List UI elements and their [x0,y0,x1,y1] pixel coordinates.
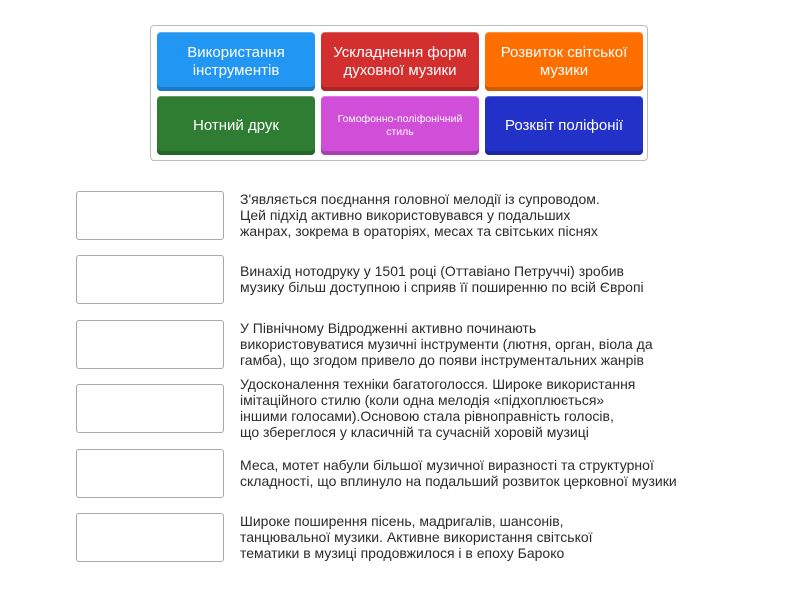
card-secular-music[interactable]: Розвиток світської музики [485,32,643,91]
drop-slot-4[interactable] [76,384,224,433]
drop-slot-1[interactable] [76,191,224,240]
card-homophonic-polyphonic-style[interactable]: Гомофонно-поліфонічний стиль [321,96,479,155]
description-1: З'являється поєднання головної мелодії із супроводом. Цей підхід активно використовувався у подальших жанрах, зокрема в ораторіях, месах та світських піснях [240,191,600,239]
description-5: Меса, мотет набули більшої музичної виразності та структурної складності, що вплинуло на подальший розвиток церковної музики [240,457,677,489]
card-sacred-music-forms[interactable]: Ускладнення форм духовної музики [321,32,479,91]
description-3: У Північному Відродженні активно починають використовуватися музичні інструменти (лютня, орган, віола да гамба), що згодом привело до появи інструментальних жанрів [240,320,653,368]
drop-slot-6[interactable] [76,513,224,562]
description-6: Широке поширення пісень, мадригалів, шансонів, танцювальної музики. Активне використання світської тематики в музиці продовжилося і в епоху Бароко [240,513,593,561]
card-music-printing[interactable]: Нотний друк [157,96,315,155]
description-4: Удосконалення техніки багатоголосся. Широке використання імітаційного стилю (коли одна мелодія «підхоплюється» іншими голосами).Основою стала рівноправність голосів, що збереглося у класичній та сучасній хоровій музиці [240,376,636,440]
drop-slot-2[interactable] [76,255,224,304]
drop-slot-3[interactable] [76,320,224,369]
card-instruments[interactable]: Використання інструментів [157,32,315,91]
drop-slot-5[interactable] [76,449,224,498]
card-polyphony-flourishing[interactable]: Розквіт поліфонії [485,96,643,155]
description-2: Винахід нотодруку у 1501 році (Оттавіано Петруччі) зробив музику більш доступною і сприяв її поширенню по всій Європі [240,263,644,295]
